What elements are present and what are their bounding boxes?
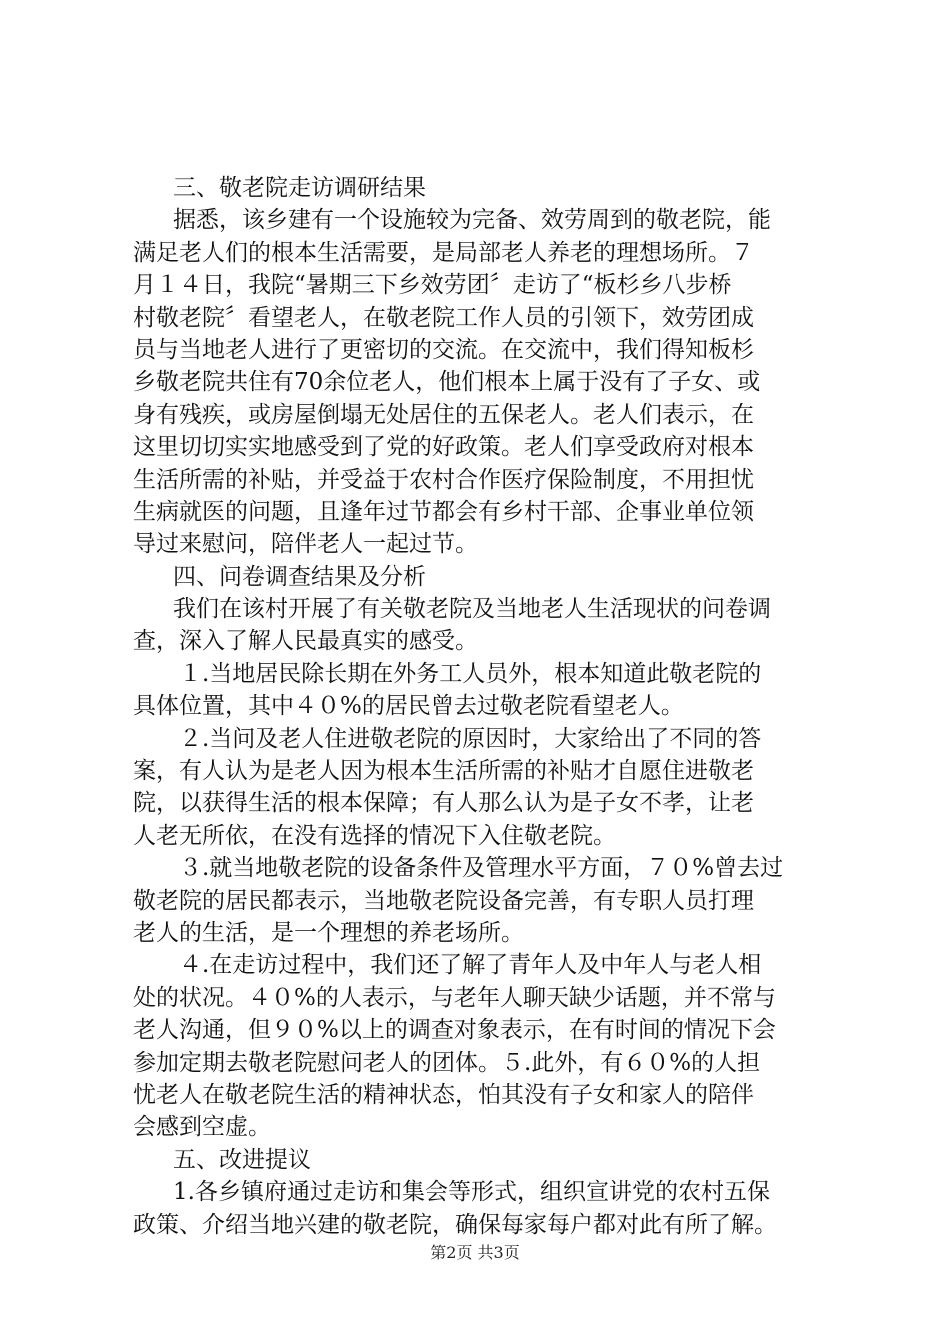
text-line: 员与当地老人进行了更密切的交流。在交流中，我们得知板杉 [133, 336, 754, 363]
text-line: 人老无所依，在没有选择的情况下入住敬老院。 [133, 822, 616, 849]
text-line: 生病就医的问题，且逢年过节都会有乡村干部、企事业单位领 [133, 498, 754, 525]
text-line: 据悉，该乡建有一个设施较为完备、效劳周到的敬老院，能 [173, 207, 771, 234]
document-body [133, 172, 849, 1241]
text-line: 查，深入了解人民最真实的感受。 [133, 628, 478, 655]
text-line: 这里切切实实地感受到了党的好政策。老人们享受政府对根本 [133, 434, 754, 461]
text-line: 身有残疾，或房屋倒塌无处居住的五保老人。老人们表示，在 [133, 401, 754, 428]
text-line: １.当地居民除长期在外务工人员外，根本知道此敬老院的 [179, 660, 762, 687]
text-line: 村敬老院〞看望老人，在敬老院工作人员的引领下，效劳团成 [133, 304, 754, 331]
text-line: 1.各乡镇府通过走访和集会等形式，组织宣讲党的农村五保 [173, 1179, 770, 1206]
text-line: ２.当问及老人住进敬老院的原因时，大家给出了不同的答 [179, 725, 762, 752]
text-line: 会感到空虚。 [133, 1114, 271, 1141]
text-line: 乡敬老院共住有70余位老人，他们根本上属于没有了子女、或 [133, 369, 761, 396]
text-line: 院，以获得生活的根本保障；有人那么认为是子女不孝，让老 [133, 790, 754, 817]
text-line: 处的状况。４０%的人表示，与老年人聊天缺少话题，并不常与 [133, 984, 776, 1011]
text-line: 忧老人在敬老院生活的精神状态，怕其没有子女和家人的陪伴 [133, 1081, 754, 1108]
text-line: 生活所需的补贴，并受益于农村合作医疗保险制度，不用担忧 [133, 466, 754, 493]
text-line: 三、敬老院走访调研结果 [173, 175, 426, 201]
text-line: ３.就当地敬老院的设备条件及管理水平方面，７０%曾去过 [179, 855, 784, 882]
page-footer: 第2页 共3页 [430, 1243, 520, 1262]
text-line: 五、改进提议 [173, 1146, 311, 1173]
text-line: 老人沟通，但９０%以上的调查对象表示，在有时间的情况下会 [133, 1017, 776, 1044]
text-line: 案，有人认为是老人因为根本生活所需的补贴才自愿住进敬老 [133, 758, 754, 785]
text-line: 参加定期去敬老院慰问老人的团体。５.此外，有６０%的人担 [133, 1049, 761, 1076]
text-line: 政策、介绍当地兴建的敬老院，确保每家每户都对此有所了解。 [133, 1211, 777, 1238]
text-line: 老人的生活，是一个理想的养老场所。 [133, 919, 524, 946]
text-line: ４.在走访过程中，我们还了解了青年人及中年人与老人相 [179, 952, 762, 979]
text-line: 具体位置，其中４０%的居民曾去过敬老院看望老人。 [133, 693, 684, 720]
text-line: 我们在该村开展了有关敬老院及当地老人生活现状的问卷调 [173, 596, 771, 623]
text-line: 敬老院的居民都表示，当地敬老院设备完善，有专职人员打理 [133, 887, 754, 914]
text-line: 四、问卷调查结果及分析 [173, 563, 426, 590]
text-line: 导过来慰问，陪伴老人一起过节。 [133, 531, 478, 558]
text-line: 月１４日，我院“暑期三下乡效劳团〞走访了“板杉乡八步桥 [133, 272, 732, 299]
text-line: 满足老人们的根本生活需要，是局部老人养老的理想场所。７ [133, 239, 754, 266]
